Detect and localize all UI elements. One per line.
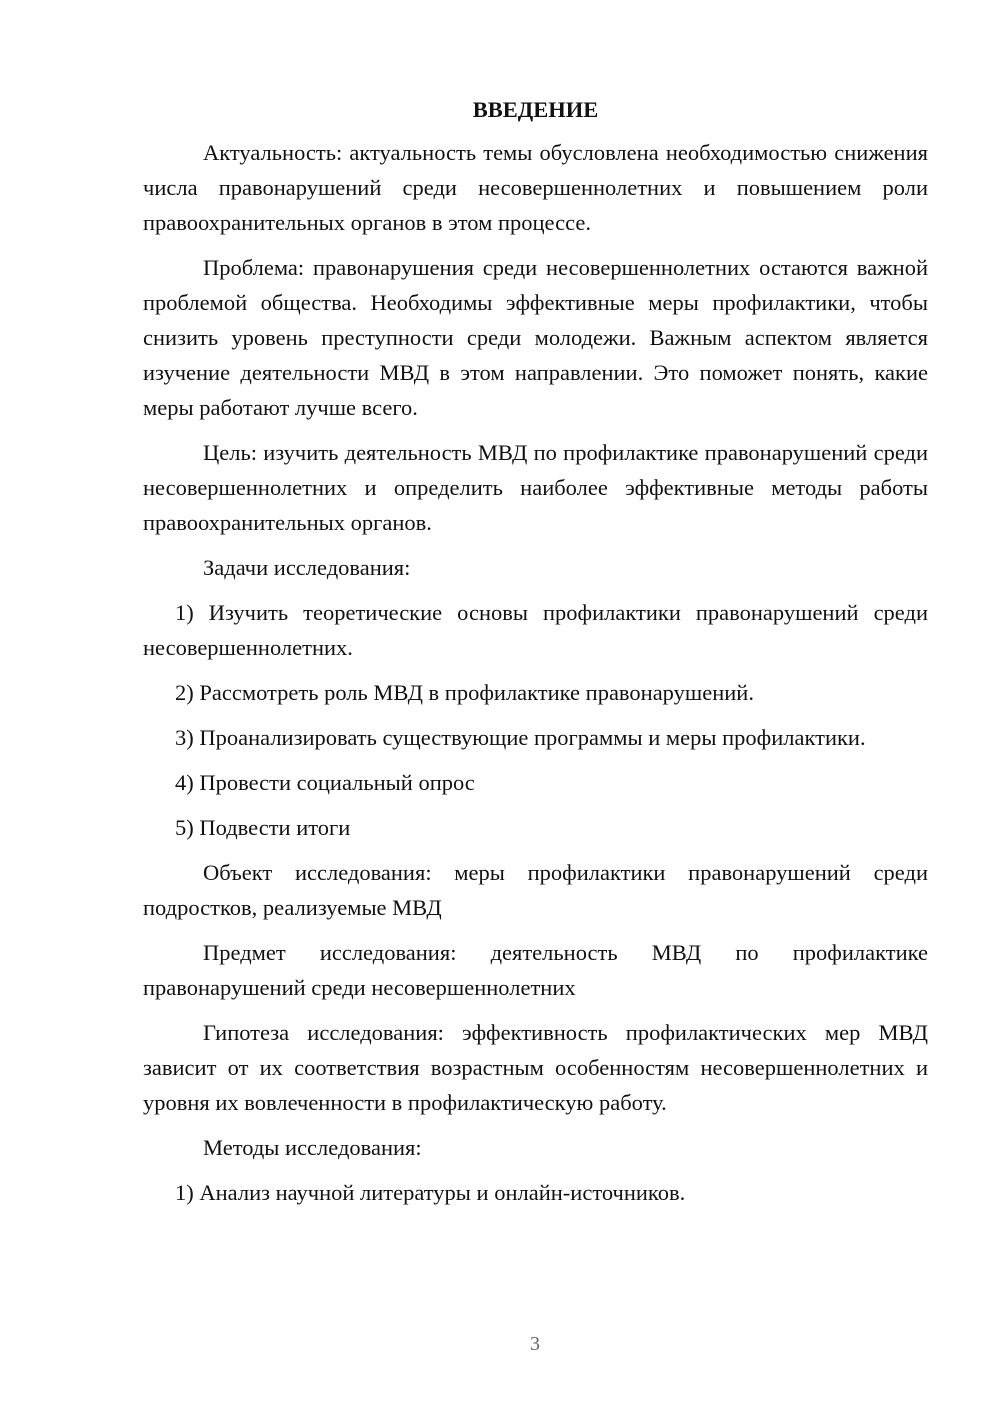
task-item-4: 4) Провести социальный опрос [175, 770, 475, 795]
paragraph-goal: Цель: изучить деятельность МВД по профилактике правонарушений среди несовершеннолетних и определить наиболее эффективные методы работы правоохранительных органов. [143, 440, 928, 535]
task-item-1: 1) Изучить теоретические основы профилактики правонарушений среди несовершеннолетних. [143, 600, 928, 660]
paragraph-object: Объект исследования: меры профилактики правонарушений среди подростков, реализуемые МВД [143, 860, 928, 920]
paragraph-problem: Проблема: правонарушения среди несовершеннолетних остаются важной проблемой общества. Необходимы эффективные меры профилактики, чтобы снизить уровень преступности среди молодежи. Важным аспектом является изучение деятельности МВД в этом направлении. Это поможет понять, какие меры работают лучше всего. [143, 255, 928, 420]
paragraph-tasks-heading: Задачи исследования: [203, 555, 411, 580]
paragraph-relevance: Актуальность: актуальность темы обусловлена необходимостью снижения числа правонарушений среди несовершеннолетних и повышением роли правоохранительных органов в этом процессе. [143, 140, 928, 235]
section-title: ВВЕДЕНИЕ [472, 97, 599, 122]
method-item-1: 1) Анализ научной литературы и онлайн-источников. [175, 1180, 686, 1205]
document-page [143, 95, 928, 1220]
task-item-3: 3) Проанализировать существующие программы и меры профилактики. [175, 725, 866, 750]
paragraph-hypothesis: Гипотеза исследования: эффективность профилактических мер МВД зависит от их соответствия возрастным особенностям несовершеннолетних и уровня их вовлеченности в профилактическую работу. [143, 1020, 928, 1115]
task-item-5: 5) Подвести итоги [175, 815, 351, 840]
paragraph-methods-heading: Методы исследования: [203, 1135, 422, 1160]
paragraph-subject: Предмет исследования: деятельность МВД по профилактике правонарушений среди несовершеннолетних [143, 940, 928, 1000]
page-number: 3 [530, 1333, 540, 1355]
task-item-2: 2) Рассмотреть роль МВД в профилактике правонарушений. [175, 680, 754, 705]
